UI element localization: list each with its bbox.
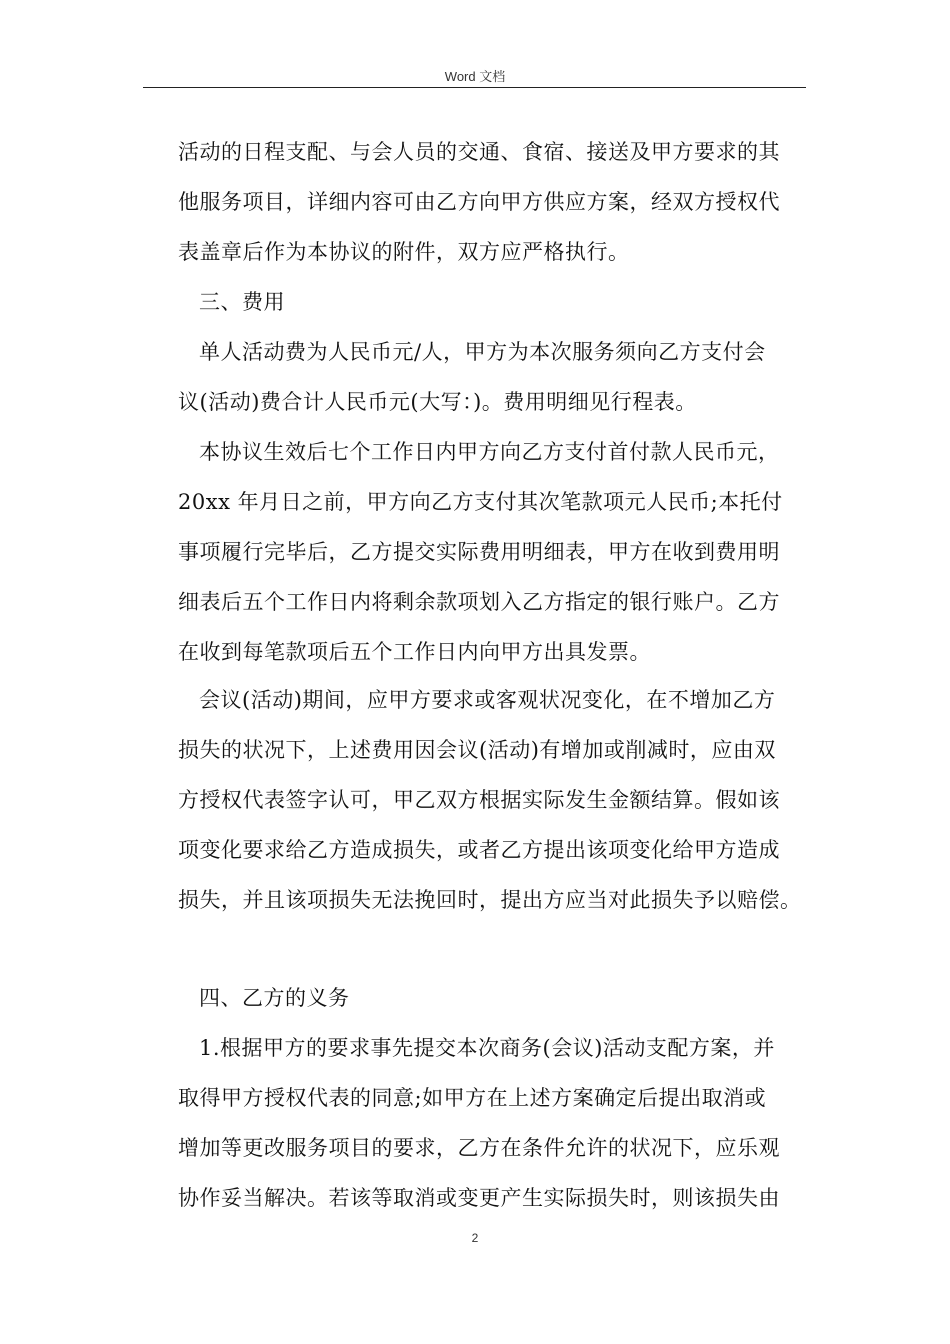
text-line: 协作妥当解决。若该等取消或变更产生实际损失时，则该损失由 — [178, 1186, 780, 1210]
text-line: 活动的日程支配、与会人员的交通、食宿、接送及甲方要求的其 — [178, 140, 780, 164]
text-line: 他服务项目，详细内容可由乙方向甲方供应方案，经双方授权代 — [178, 190, 780, 214]
text-line: 表盖章后作为本协议的附件，双方应严格执行。 — [178, 240, 630, 264]
text-line: 损失，并且该项损失无法挽回时，提出方应当对此损失予以赔偿。 — [178, 888, 802, 912]
section-heading: 三、费用 — [199, 290, 285, 314]
text-line: 会议(活动)期间，应甲方要求或客观状况变化，在不增加乙方 — [199, 688, 776, 712]
text-line: 项变化要求给乙方造成损失，或者乙方提出该项变化给甲方造成 — [178, 838, 780, 862]
text-line: 议(活动)费合计人民币元(大写：)。费用明细见行程表。 — [178, 390, 697, 414]
text-line: 损失的状况下，上述费用因会议(活动)有增加或削减时，应由双 — [178, 738, 776, 762]
section-heading: 四、乙方的义务 — [199, 986, 350, 1010]
header-title: Word 文档 — [444, 69, 506, 84]
text-line: 本协议生效后七个工作日内甲方向乙方支付首付款人民币元， — [199, 440, 780, 464]
text-line: 事项履行完毕后，乙方提交实际费用明细表，甲方在收到费用明 — [178, 540, 780, 564]
text-line: 在收到每笔款项后五个工作日内向甲方出具发票。 — [178, 640, 651, 664]
text-line: 取得甲方授权代表的同意;如甲方在上述方案确定后提出取消或 — [178, 1086, 767, 1110]
text-line: 增加等更改服务项目的要求，乙方在条件允许的状况下，应乐观 — [178, 1136, 780, 1160]
text-line: 1.根据甲方的要求事先提交本次商务(会议)活动支配方案，并 — [199, 1036, 775, 1060]
header-divider — [143, 87, 806, 88]
text-line: 20xx 年月日之前，甲方向乙方支付其次笔款项元人民币;本托付 — [178, 490, 783, 514]
page-number: 2 — [471, 1231, 479, 1245]
text-line: 细表后五个工作日内将剩余款项划入乙方指定的银行账户。乙方 — [178, 590, 780, 614]
text-line: 方授权代表签字认可，甲乙双方根据实际发生金额结算。假如该 — [178, 788, 780, 812]
text-line: 单人活动费为人民币元/人，甲方为本次服务须向乙方支付会 — [199, 340, 766, 364]
